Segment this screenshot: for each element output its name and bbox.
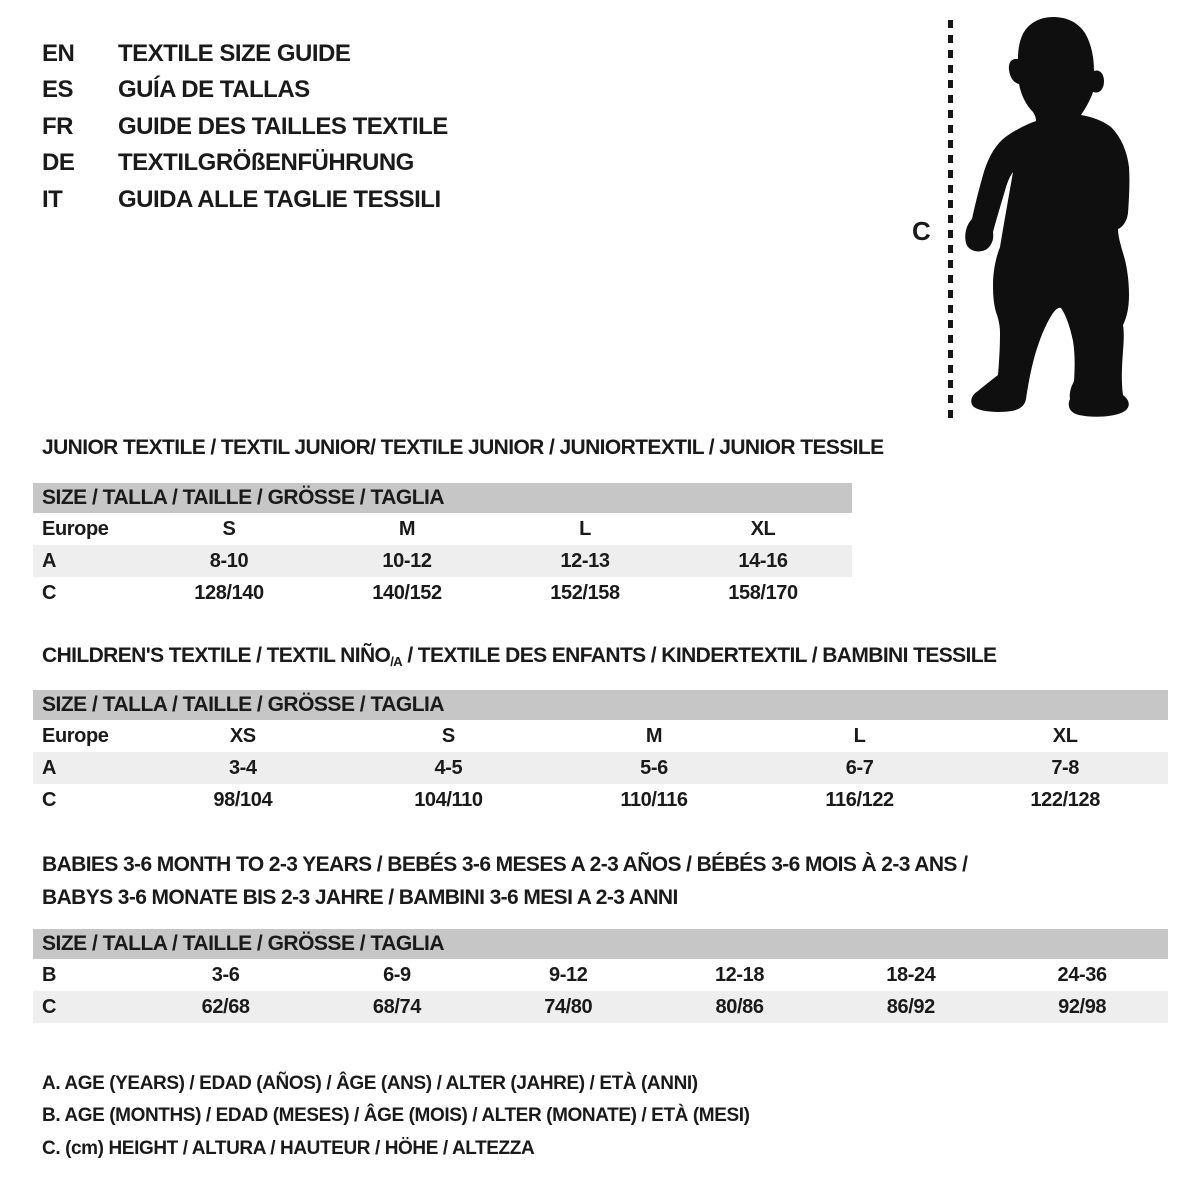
age-cell: 6-9	[383, 963, 411, 986]
height-cell: 62/68	[201, 995, 250, 1018]
height-measure-label: C	[912, 216, 931, 246]
guide-title-it: GUIDA ALLE TAGLIE TESSILI	[118, 185, 441, 213]
table-row-height	[33, 784, 1168, 816]
language-code: FR	[42, 112, 73, 140]
age-cell: 5-6	[640, 756, 668, 779]
children-size-table	[33, 690, 1168, 816]
legend-notes	[42, 1068, 750, 1165]
age-cell: 24-36	[1057, 963, 1107, 986]
size-cell: L	[579, 517, 591, 540]
age-cell: 18-24	[886, 963, 936, 986]
junior-section-title-text: JUNIOR TEXTILE / TEXTIL JUNIOR/ TEXTILE JUNIOR / JUNIORTEXTIL / JUNIOR TESSILE	[42, 436, 884, 459]
table-row-europe	[33, 720, 1168, 752]
row-label: Europe	[42, 724, 109, 747]
language-code: EN	[42, 40, 75, 67]
age-cell: 9-12	[549, 963, 588, 986]
language-row-fr	[42, 109, 902, 145]
table-row-height	[33, 577, 852, 609]
size-header-bar	[33, 483, 852, 513]
babies-section-title-line2	[42, 886, 678, 910]
language-header	[42, 36, 902, 218]
age-cell: 3-4	[228, 756, 257, 779]
height-cell: 110/116	[620, 788, 688, 811]
size-header-text: SIZE / TALLA / TAILLE / GRÖSSE / TAGLIA	[42, 932, 445, 955]
height-cell: 116/122	[825, 788, 894, 811]
age-cell: 12-13	[560, 549, 610, 572]
height-cell: 86/92	[886, 995, 935, 1018]
children-title-prefix: CHILDREN'S TEXTILE / TEXTIL NIÑO	[42, 644, 391, 667]
size-cell: XL	[1052, 724, 1078, 747]
table-row-europe	[33, 513, 852, 545]
age-cell: 10-12	[382, 549, 432, 572]
row-label: C	[42, 788, 57, 811]
size-cell: XL	[750, 517, 776, 540]
age-cell: 6-7	[845, 756, 874, 779]
row-label: A	[42, 756, 57, 779]
babies-size-table	[33, 929, 1168, 1023]
guide-title-es: GUÍA DE TALLAS	[118, 76, 310, 104]
size-cell: L	[853, 724, 866, 747]
note-age-months: B. AGE (MONTHS) / EDAD (MESES) / ÂGE (MOIS) / ALTER (MONATE) / ETÀ (MESI)	[42, 1105, 750, 1127]
size-cell: XS	[229, 724, 256, 747]
age-cell: 4-5	[434, 756, 463, 779]
language-row-it	[42, 182, 902, 218]
age-cell: 12-18	[714, 963, 765, 986]
language-row-es	[42, 72, 902, 108]
note-age-years: A. AGE (YEARS) / EDAD (AÑOS) / ÂGE (ANS) / ALTER (JAHRE) / ETÀ (ANNI)	[42, 1073, 698, 1094]
language-code: ES	[42, 76, 74, 104]
height-cell: 80/86	[715, 995, 764, 1018]
row-label: C	[42, 995, 57, 1018]
size-cell: M	[398, 517, 416, 540]
size-header-bar	[33, 929, 1168, 959]
children-section-title	[42, 644, 996, 669]
note-height-cm: C. (cm) HEIGHT / ALTURA / HAUTEUR / HÖHE / ALTEZZA	[42, 1137, 535, 1159]
size-cell: S	[222, 517, 236, 540]
row-label: Europe	[42, 517, 109, 540]
age-cell: 7-8	[1051, 756, 1080, 779]
junior-size-table	[33, 483, 852, 609]
height-cell: 140/152	[372, 581, 442, 604]
row-label: B	[42, 963, 57, 986]
table-row-age	[33, 545, 852, 577]
children-title-sub: /A	[390, 654, 403, 669]
language-row-en	[42, 36, 902, 72]
height-cell: 104/110	[414, 788, 483, 811]
size-cell: M	[645, 724, 663, 747]
height-cell: 152/158	[550, 581, 620, 604]
toddler-silhouette-image	[963, 14, 1145, 424]
size-header-bar	[33, 690, 1168, 720]
height-cell: 158/170	[728, 581, 798, 604]
height-cell: 122/128	[1030, 788, 1100, 811]
children-title-suffix: / TEXTILE DES ENFANTS / KINDERTEXTIL / BAMBINI TESSILE	[402, 644, 997, 667]
height-cell: 98/104	[213, 788, 273, 811]
babies-title-line1-text: BABIES 3-6 MONTH TO 2-3 YEARS / BEBÉS 3-6 MESES A 2-3 AÑOS / BÉBÉS 3-6 MOIS À 2-3 ANS /	[42, 853, 968, 876]
height-cell: 92/98	[1058, 995, 1107, 1018]
height-measure-dotted-line	[948, 20, 953, 418]
table-row-height	[33, 991, 1168, 1023]
size-header-text: SIZE / TALLA / TAILLE / GRÖSSE / TAGLIA	[42, 486, 445, 509]
age-cell: 8-10	[209, 549, 249, 572]
size-header-text: SIZE / TALLA / TAILLE / GRÖSSE / TAGLIA	[42, 693, 445, 716]
babies-title-line2-text: BABYS 3-6 MONATE BIS 2-3 JAHRE / BAMBINI 3-6 MESI A 2-3 ANNI	[42, 886, 678, 909]
guide-title-fr: GUIDE DES TAILLES TEXTILE	[118, 112, 448, 140]
babies-section-title-line1	[42, 853, 967, 877]
height-cell: 68/74	[372, 995, 421, 1018]
age-cell: 3-6	[211, 963, 240, 986]
row-label: A	[42, 549, 57, 572]
language-code: IT	[42, 185, 63, 213]
junior-section-title	[42, 436, 884, 460]
language-row-de	[42, 145, 902, 181]
guide-title-en: TEXTILE SIZE GUIDE	[118, 40, 351, 67]
row-label: C	[42, 581, 57, 604]
guide-title-de: TEXTILGRÖßENFÜHRUNG	[118, 149, 414, 177]
language-code: DE	[42, 149, 75, 177]
height-cell: 128/140	[194, 581, 264, 604]
height-cell: 74/80	[544, 995, 593, 1018]
age-cell: 14-16	[738, 549, 788, 572]
size-cell: S	[441, 724, 455, 747]
table-row-age-months	[33, 959, 1168, 991]
table-row-age	[33, 752, 1168, 784]
